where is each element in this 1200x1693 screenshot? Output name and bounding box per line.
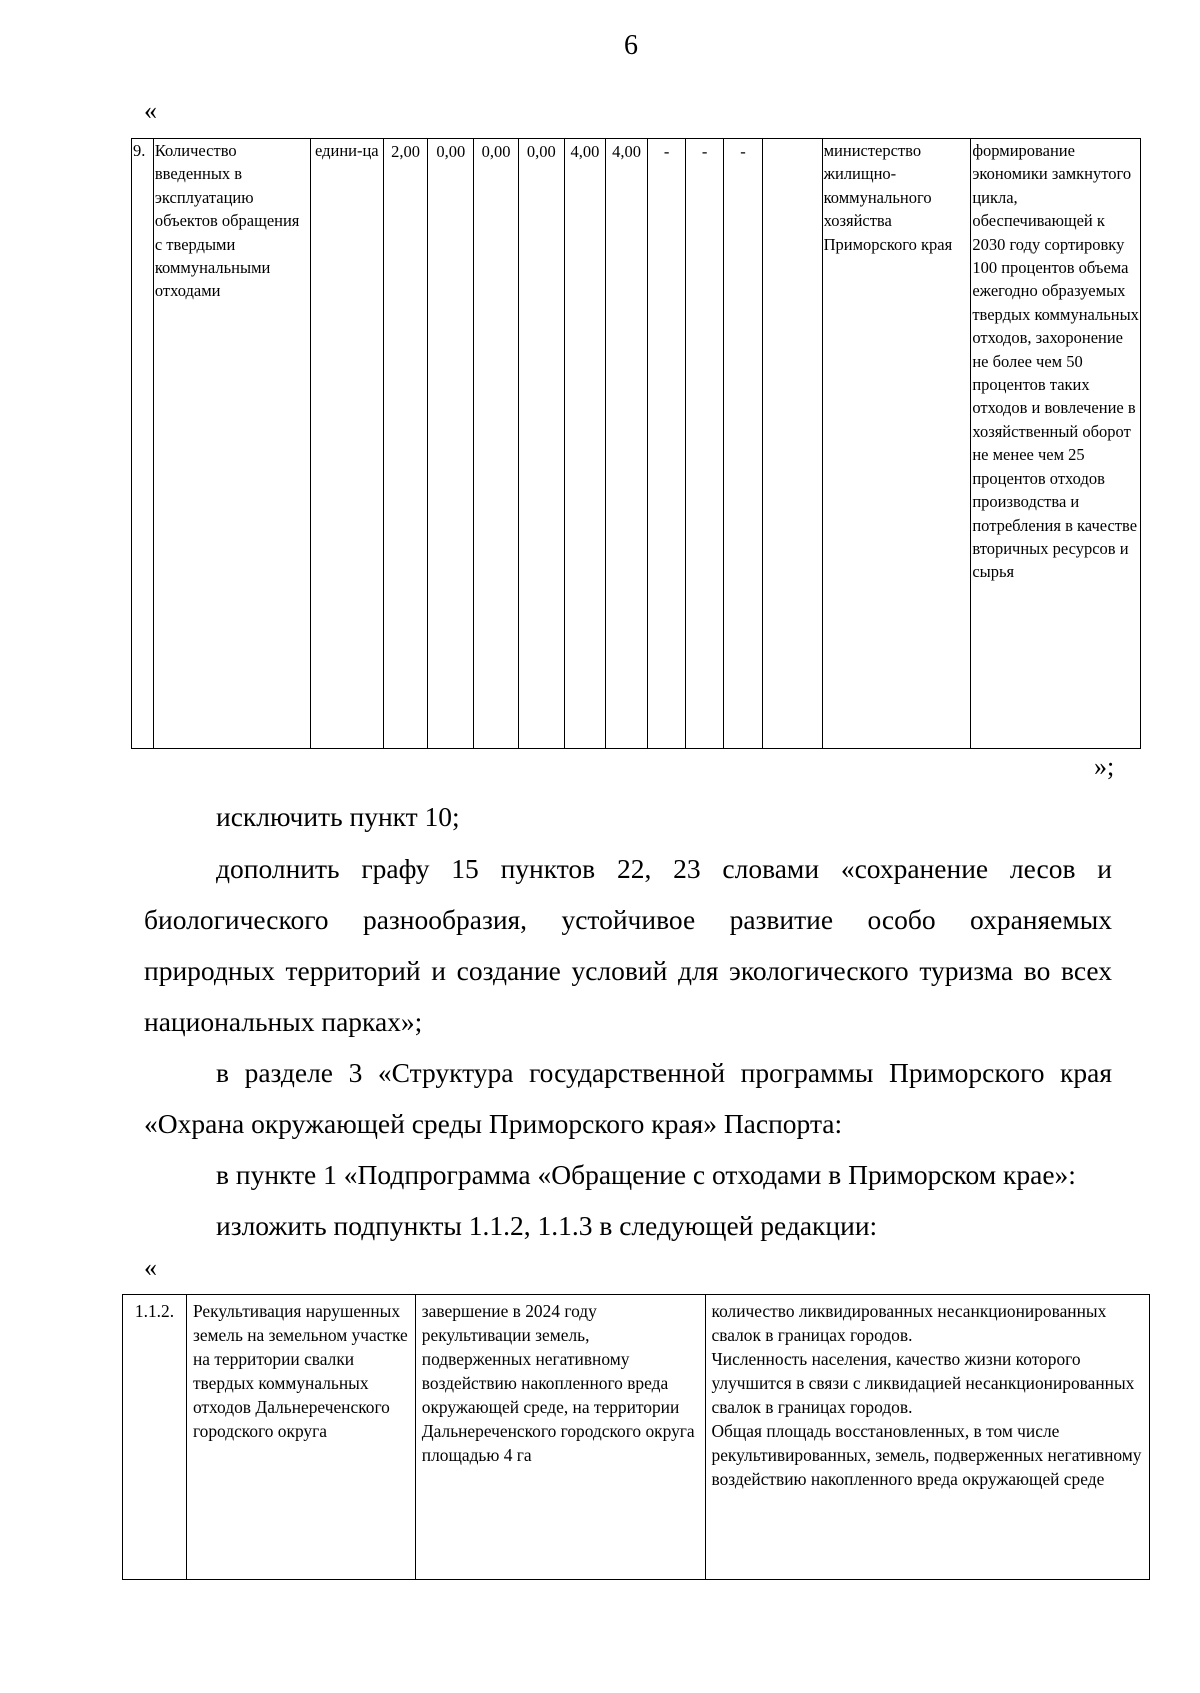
indicator-text: Общая площадь восстановленных, в том числе рекультивированных, земель, подверженных негативному воздействию накопленного вреда окружающей среде [711, 1421, 1142, 1489]
value-cell: - [723, 139, 763, 749]
value-cell: - [686, 139, 723, 749]
task-description: Рекультивация нарушенных земель на земельном участке на территории свалки твердых коммунальных отходов Дальнереченского городского округа [186, 1295, 415, 1580]
value-cell: 2,00 [383, 139, 428, 749]
text-line: «Охрана окружающей среды Приморского края» Паспорта: [144, 1108, 843, 1139]
value-cell: 4,00 [606, 139, 648, 749]
value-cell: 0,00 [518, 139, 564, 749]
text-line: природных территорий и создание условий для экологического туризма во всех [144, 955, 1112, 986]
close-quote: »; [1094, 752, 1115, 781]
value-cell: - [647, 139, 685, 749]
indicator-text: количество ликвидированных несанкционированных свалок в границах городов. [711, 1301, 1107, 1345]
value-cell: 4,00 [564, 139, 606, 749]
indicators-cell [705, 1295, 1150, 1580]
open-quote: « [144, 96, 157, 125]
paragraph-subitems: изложить подпункты 1.1.2, 1.1.3 в следующей редакции: [216, 1210, 878, 1241]
responsible-body: министерство жилищно-коммунального хозяйства Приморского края [822, 139, 971, 749]
unit-of-measure: едини-ца [310, 139, 383, 749]
indicators-table [131, 138, 1141, 749]
table-row [123, 1295, 1150, 1580]
text-line: биологического разнообразия, устойчивое развитие особо охраняемых [144, 904, 1112, 935]
indicator-name: Количество введенных в эксплуатацию объектов обращения с твердыми коммунальными отходами [153, 139, 310, 749]
value-cell: 0,00 [428, 139, 474, 749]
text-line: дополнить графу 15 пунктов 22, 23 словами «сохранение лесов и [216, 853, 1112, 884]
expected-result: завершение в 2024 году рекультивации земель, подверженных негативному воздействию накопленного вреда окружающей среде, на территории Дальнереченского городского округа площадью 4 га [415, 1295, 705, 1580]
table-row [132, 139, 1141, 749]
open-quote: « [144, 1253, 157, 1282]
text-line: в разделе 3 «Структура государственной программы Приморского края [216, 1057, 1112, 1088]
paragraph-item-1: в пункте 1 «Подпрограмма «Обращение с отходами в Приморском крае»: [216, 1159, 1076, 1190]
page-number: 6 [624, 30, 638, 61]
value-cell: 0,00 [474, 139, 519, 749]
structure-table [122, 1294, 1150, 1580]
text-line: национальных парках»; [144, 1006, 423, 1037]
row-number: 9. [132, 139, 154, 749]
paragraph-exclude-item: исключить пункт 10; [216, 801, 460, 832]
goal-description: формирование экономики замкнутого цикла, обеспечивающей к 2030 году сортировку 100 процентов объема ежегодно образуемых твердых коммунальных отходов, захоронение не более чем 50 процентов таких отходов и вовлечение в хозяйственный оборот не менее чем 25 процентов отходов производства и потребления в качестве вторичных ресурсов и сырья [971, 139, 1141, 749]
value-cell [763, 139, 822, 749]
item-number: 1.1.2. [123, 1295, 187, 1580]
indicator-text: Численность населения, качество жизни которого улучшится в связи с ликвидацией несанкционированных свалок в границах городов. [711, 1349, 1135, 1417]
